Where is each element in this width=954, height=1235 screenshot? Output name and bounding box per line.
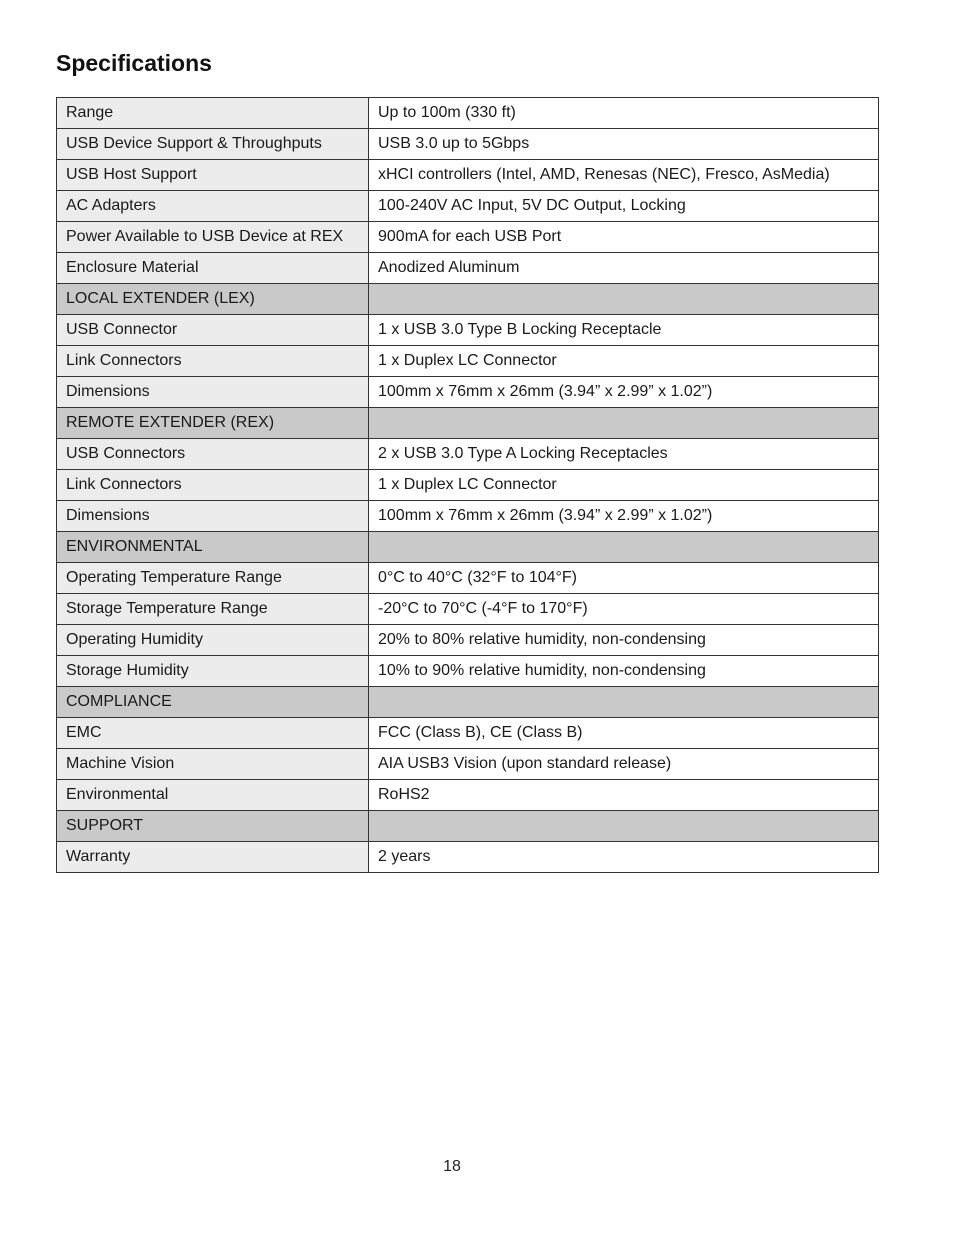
spec-label: USB Host Support xyxy=(57,160,369,191)
spec-value: 100-240V AC Input, 5V DC Output, Locking xyxy=(369,191,879,222)
spec-value: 1 x USB 3.0 Type B Locking Receptacle xyxy=(369,315,879,346)
spec-value: AIA USB3 Vision (upon standard release) xyxy=(369,749,879,780)
section-header-row xyxy=(57,408,879,439)
spec-label: Storage Humidity xyxy=(57,656,369,687)
section-header-value xyxy=(369,284,879,315)
spec-label: Range xyxy=(57,98,369,129)
spec-label: AC Adapters xyxy=(57,191,369,222)
section-header-label: REMOTE EXTENDER (REX) xyxy=(57,408,369,439)
section-header-row xyxy=(57,811,879,842)
spec-value: FCC (Class B), CE (Class B) xyxy=(369,718,879,749)
spec-label: Operating Humidity xyxy=(57,625,369,656)
section-header-row xyxy=(57,532,879,563)
table-row xyxy=(57,191,879,222)
table-row xyxy=(57,129,879,160)
table-row xyxy=(57,594,879,625)
table-row xyxy=(57,656,879,687)
page-number: 18 xyxy=(443,1158,461,1175)
spec-value: 100mm x 76mm x 26mm (3.94” x 2.99” x 1.02”) xyxy=(369,501,879,532)
spec-label: Dimensions xyxy=(57,377,369,408)
spec-label: USB Device Support & Throughputs xyxy=(57,129,369,160)
spec-value: 900mA for each USB Port xyxy=(369,222,879,253)
spec-value: 20% to 80% relative humidity, non-condensing xyxy=(369,625,879,656)
spec-value: 1 x Duplex LC Connector xyxy=(369,346,879,377)
table-row xyxy=(57,749,879,780)
spec-label: Link Connectors xyxy=(57,470,369,501)
spec-label: Link Connectors xyxy=(57,346,369,377)
spec-label: EMC xyxy=(57,718,369,749)
section-header-value xyxy=(369,687,879,718)
table-row xyxy=(57,222,879,253)
page-title: Specifications xyxy=(56,50,212,76)
table-row xyxy=(57,315,879,346)
spec-value: -20°C to 70°C (-4°F to 170°F) xyxy=(369,594,879,625)
spec-label: Storage Temperature Range xyxy=(57,594,369,625)
spec-label: Dimensions xyxy=(57,501,369,532)
table-row xyxy=(57,563,879,594)
spec-label: Environmental xyxy=(57,780,369,811)
table-row xyxy=(57,160,879,191)
section-header-row xyxy=(57,687,879,718)
spec-label: Power Available to USB Device at REX xyxy=(57,222,369,253)
section-header-value xyxy=(369,532,879,563)
table-row xyxy=(57,470,879,501)
table-row xyxy=(57,625,879,656)
spec-value: 1 x Duplex LC Connector xyxy=(369,470,879,501)
spec-value: Anodized Aluminum xyxy=(369,253,879,284)
spec-label: Machine Vision xyxy=(57,749,369,780)
table-row xyxy=(57,98,879,129)
table-row xyxy=(57,377,879,408)
specifications-table-body xyxy=(57,98,879,873)
spec-value: RoHS2 xyxy=(369,780,879,811)
section-header-value xyxy=(369,811,879,842)
spec-label: Enclosure Material xyxy=(57,253,369,284)
section-header-label: LOCAL EXTENDER (LEX) xyxy=(57,284,369,315)
section-header-label: ENVIRONMENTAL xyxy=(57,532,369,563)
spec-value: Up to 100m (330 ft) xyxy=(369,98,879,129)
section-header-row xyxy=(57,284,879,315)
spec-value: xHCI controllers (Intel, AMD, Renesas (NEC), Fresco, AsMedia) xyxy=(369,160,879,191)
spec-label: Warranty xyxy=(57,842,369,873)
spec-label: Operating Temperature Range xyxy=(57,563,369,594)
spec-value: 100mm x 76mm x 26mm (3.94” x 2.99” x 1.02”) xyxy=(369,377,879,408)
section-header-label: COMPLIANCE xyxy=(57,687,369,718)
spec-value: 10% to 90% relative humidity, non-condensing xyxy=(369,656,879,687)
table-row xyxy=(57,346,879,377)
section-header-value xyxy=(369,408,879,439)
table-row xyxy=(57,780,879,811)
specifications-table xyxy=(56,97,879,873)
spec-value: USB 3.0 up to 5Gbps xyxy=(369,129,879,160)
spec-value: 2 x USB 3.0 Type A Locking Receptacles xyxy=(369,439,879,470)
spec-label: USB Connectors xyxy=(57,439,369,470)
table-row xyxy=(57,718,879,749)
table-row xyxy=(57,439,879,470)
table-row xyxy=(57,501,879,532)
spec-label: USB Connector xyxy=(57,315,369,346)
table-row xyxy=(57,842,879,873)
table-row xyxy=(57,253,879,284)
section-header-label: SUPPORT xyxy=(57,811,369,842)
spec-value: 0°C to 40°C (32°F to 104°F) xyxy=(369,563,879,594)
spec-value: 2 years xyxy=(369,842,879,873)
